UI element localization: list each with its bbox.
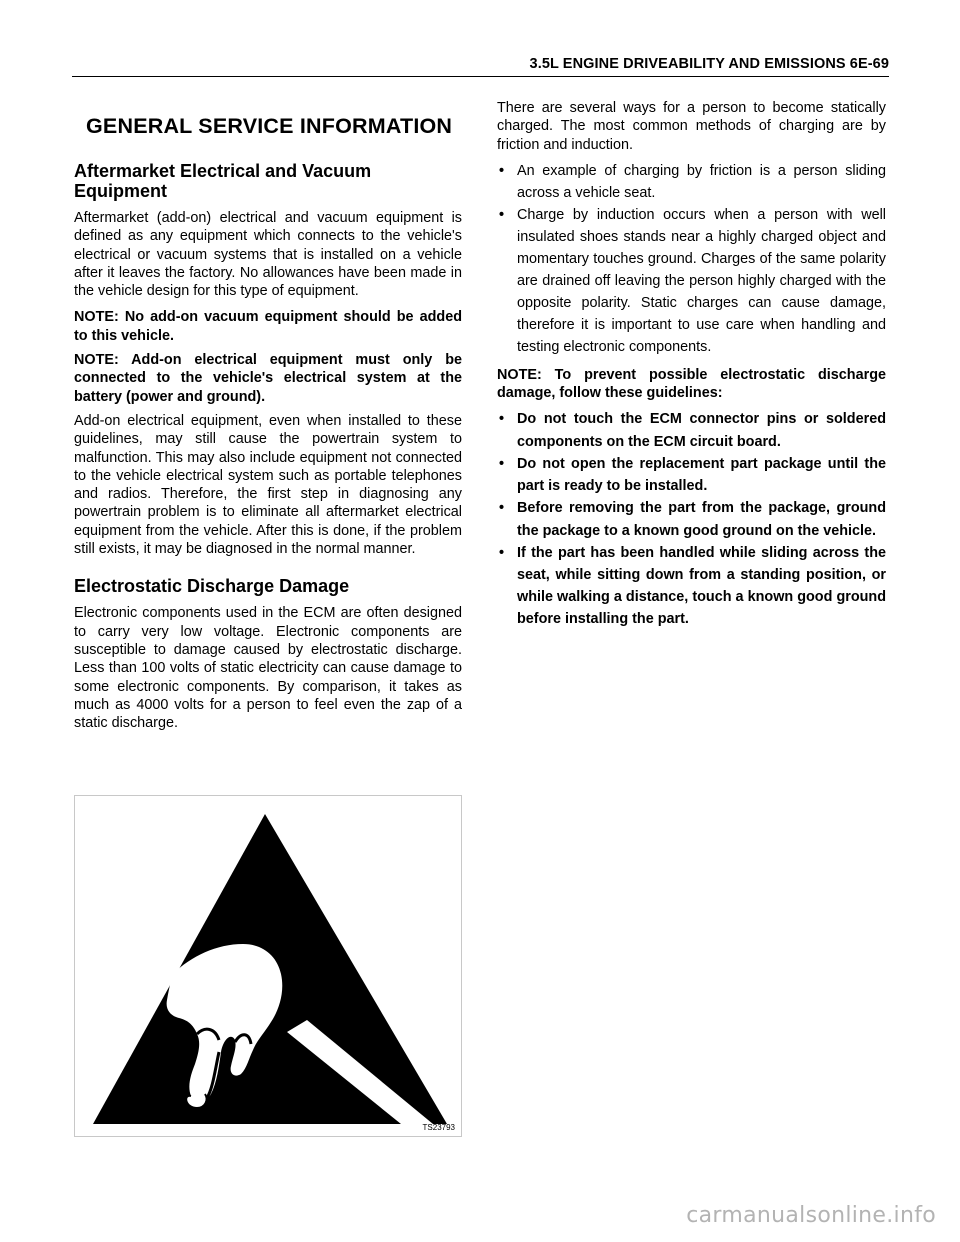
left-column [74, 108, 462, 732]
page-header [72, 56, 889, 77]
paragraph-aftermarket-definition: Aftermarket (add-on) electrical and vacuum equipment is defined as any equipment which connects to the vehicle's electrical or vacuum systems that is installed on a vehicle after it leaves the factory. No allowances have been made in the vehicle design for this type of equipment. [74, 210, 462, 300]
charging-methods-list [497, 160, 886, 358]
list-item: • Before removing the part from the package, ground the package to a known good ground on the vehicle. [497, 497, 886, 541]
right-column [497, 99, 886, 631]
list-item: • Do not touch the ECM connector pins or soldered components on the ECM circuit board. [497, 408, 886, 452]
figure-caption: TS23793 [422, 1123, 455, 1132]
section-heading-esd: Electrostatic Discharge Damage [74, 576, 350, 597]
section-heading-aftermarket: Aftermarket Electrical and Vacuum Equipment [74, 161, 372, 201]
watermark: carmanualsonline.info [686, 1203, 936, 1228]
list-item: • Do not open the replacement part package until the part is ready to be installed. [497, 453, 886, 497]
bullet-icon: • [499, 206, 505, 223]
paragraph-esd: Electronic components used in the ECM are often designed to carry very low voltage. Electronic components are susceptible to damage caused by electrostatic discharge. Less than 100 volts of static electricity can cause damage to some electronic components. By comparison, it takes as much as 4000 volts for a person to feel even the zap of a static discharge. [74, 605, 462, 732]
bullet-icon: • [499, 162, 505, 179]
list-item: • If the part has been handled while sliding across the seat, while sitting down from a standing position, or while walking a distance, touch a known good ground before installing the part. [497, 542, 886, 631]
paragraph-addon-malfunction: Add-on electrical equipment, even when installed to these guidelines, may still cause the powertrain system to malfunction. This may also include equipment not connected to the vehicle electrical system such as portable telephones and radios. Therefore, the first step in diagnosing any powertrain problem is to eliminate all aftermarket electrical equipment from the vehicle. After this is done, if the problem still exists, it may be diagnosed in the normal manner. [74, 412, 462, 558]
list-item: • Charge by induction occurs when a person with well insulated shoes stands near a highly charged object and momentary touches ground. Charges of the same polarity are drained off leaving the person highly charged with the opposite polarity. Static charges can cause damage, therefore it is important to use care when handling and testing electronic components. [497, 204, 886, 358]
esd-guidelines-list [497, 408, 886, 630]
note-esd-guidelines: NOTE: To prevent possible electrostatic discharge damage, follow these guidelines: [497, 366, 886, 402]
bullet-icon: • [499, 500, 505, 517]
header-title: 3.5L ENGINE DRIVEABILITY AND EMISSIONS 6E-69 [529, 56, 889, 72]
bullet-icon: • [499, 411, 505, 428]
note-vacuum-equipment: NOTE: No add-on vacuum equipment should be added to this vehicle. [74, 309, 462, 344]
esd-hand-triangle-icon [75, 796, 461, 1136]
note-electrical-equipment: NOTE: Add-on electrical equipment must only be connected to the vehicle's electrical system at the battery (power and ground). [74, 352, 462, 405]
bullet-icon: • [499, 455, 505, 472]
bullet-icon: • [499, 544, 505, 561]
main-title: GENERAL SERVICE INFORMATION [86, 114, 453, 138]
esd-warning-figure [74, 795, 462, 1137]
paragraph-static-charge-intro: There are several ways for a person to become statically charged. The most common methods of charging are by friction and induction. [497, 100, 886, 153]
list-item: • An example of charging by friction is a person sliding across a vehicle seat. [497, 160, 886, 204]
